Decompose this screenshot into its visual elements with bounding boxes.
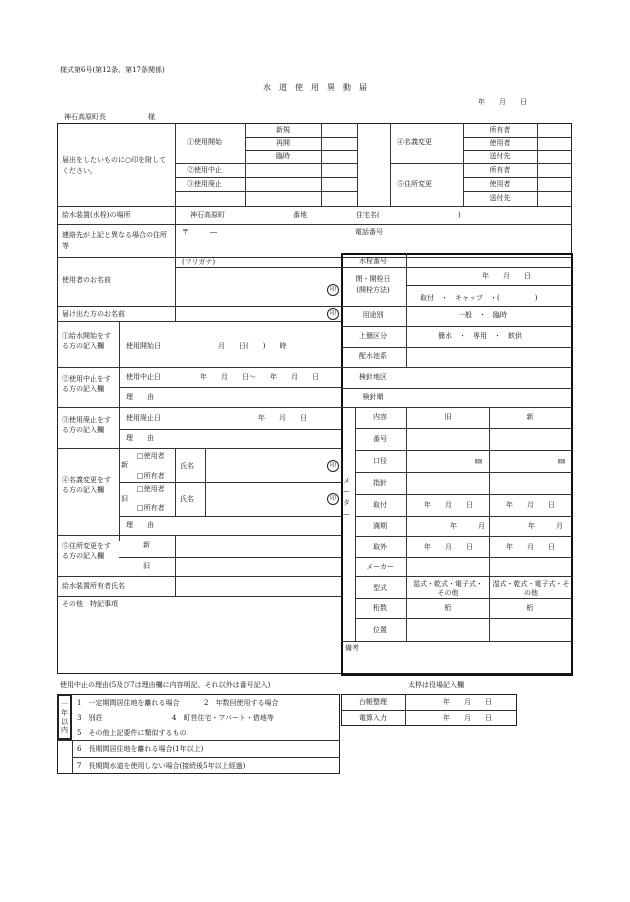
open-method-options: 取付 ・ キャップ ・( ) — [420, 294, 538, 302]
seal-mark: 印 — [327, 460, 339, 472]
meter-new-label: 新 — [526, 413, 534, 421]
removal-date-new: 年 月 日 — [506, 543, 555, 551]
attach-label: 取付 — [373, 501, 387, 509]
ledger-label: 台帳整理 — [359, 698, 387, 706]
sec3-reason: 理 由 — [126, 434, 154, 442]
e-input-date: 年 月 日 — [443, 714, 492, 722]
other-notes-label: その他 特記事項 — [62, 600, 118, 608]
open-close-date: 年 月 日 — [482, 272, 531, 280]
sec4-name-label-old: 氏名 — [180, 495, 194, 503]
faucet-number-label: 水栓番号 — [359, 257, 387, 265]
sec1-value: 月 日( ) 時 — [218, 342, 287, 350]
form-title: 水 道 使 用 異 動 届 — [263, 83, 367, 92]
within-year-label: 一年以内 — [61, 700, 68, 735]
sec4-user-checkbox[interactable]: □使用者 — [137, 452, 165, 460]
removal-label: 取外 — [373, 543, 387, 551]
reading-order-label: 検針順 — [362, 393, 384, 401]
user-name-label: 使用者のお名前 — [62, 276, 111, 284]
reason-4: 4 町営住宅・アパート・借地等 — [172, 714, 274, 722]
contact-label: 連絡先が上記と異なる場合の住所等 — [62, 231, 167, 250]
usage-options: 一般 ・ 臨時 — [458, 311, 507, 319]
remarks-label: 備考 — [345, 644, 359, 652]
owner-name-label: 給水装置所有者氏名 — [62, 582, 125, 590]
model-label: 型式 — [373, 584, 387, 592]
sec1-label: ①給水開始をする方の記入欄 — [62, 332, 111, 351]
expiry-date-new: 年 月 — [528, 522, 563, 530]
recipient-option[interactable]: 送付先 — [489, 152, 511, 160]
addressee-honorific: 様 — [148, 113, 155, 121]
sec4-new: 新 — [121, 461, 128, 469]
sec4-reason: 理 由 — [126, 521, 154, 529]
sec3-value: 年 月 日 — [258, 414, 307, 422]
use-stop-option[interactable]: ②使用中止 — [187, 166, 222, 174]
sec1-field: 使用開始日 — [126, 342, 161, 350]
seal-mark: 印 — [327, 308, 339, 320]
ledger-date: 年 月 日 — [443, 698, 492, 706]
water-source-options: 簡水 ・ 専用 ・ 飲供 — [438, 332, 522, 340]
reason-2: 2 年数回使用する場合 — [204, 699, 279, 707]
postal-code: 〒 ― — [182, 228, 217, 236]
e-input-label: 電算入力 — [359, 714, 387, 722]
attach-date-new: 年 月 日 — [506, 501, 555, 509]
reason-5: 5 その他上記要件に類似するもの — [77, 729, 187, 737]
instruction-text: 届出をしたいものに○印を附してください。 — [62, 156, 167, 175]
sec5-label: ⑤住所変更をする方の記入欄 — [62, 542, 111, 561]
caliber-label: 口径 — [373, 457, 387, 465]
sec4-label: ④名義変更をする方の記入欄 — [62, 476, 111, 495]
sec4-user-checkbox-old[interactable]: □使用者 — [137, 485, 165, 493]
seal-mark: 印 — [327, 493, 339, 505]
open-close-date-label: 閉・開栓日 — [355, 275, 391, 283]
model-options-old: 湿式・乾式・電子式・その他 — [413, 580, 483, 598]
phone-label: 電話番号 — [355, 228, 383, 236]
resume-option[interactable]: 再開 — [276, 139, 290, 147]
model-options-new: 湿式・乾式・電子式・その他 — [492, 580, 570, 598]
caliber-unit-old: ㎜ — [475, 457, 482, 465]
sec2-value: 年 月 日～ 年 月 日 — [200, 373, 319, 381]
reason-3: 3 別荘 — [77, 714, 103, 722]
digits-unit-old: 桁 — [444, 604, 452, 612]
recipient-option-2[interactable]: 送付先 — [489, 194, 511, 202]
office-note: 太枠は役場記入欄 — [408, 681, 464, 689]
open-method-label: (開栓方法) — [356, 286, 390, 294]
temporary-option[interactable]: 臨時 — [276, 152, 290, 160]
meter-old-label: 旧 — [444, 413, 452, 421]
user-option[interactable]: 使用者 — [489, 139, 511, 147]
owner-option-2[interactable]: 所有者 — [489, 166, 511, 174]
header-date: 年 月 日 — [478, 98, 527, 106]
sec4-name-label: 氏名 — [180, 462, 194, 470]
sec2-label: ②使用中止をする方の記入欄 — [62, 375, 111, 394]
stop-reason-title: 使用中止の理由(5及び7は理由欄に内容明記、それ以外は番号記入) — [60, 681, 271, 689]
location-close: ) — [458, 211, 461, 219]
user-option-2[interactable]: 使用者 — [489, 180, 511, 188]
digits-unit-new: 桁 — [526, 604, 534, 612]
reservoir-label: 配水池系 — [359, 352, 387, 360]
usage-label: 用途別 — [362, 311, 384, 319]
expiry-date-old: 年 月 — [450, 522, 485, 530]
sec4-owner-checkbox-old[interactable]: □所有者 — [137, 504, 165, 512]
removal-date-old: 年 月 日 — [424, 543, 473, 551]
sec4-old: 旧 — [121, 495, 128, 503]
sec5-old: 旧 — [143, 562, 150, 570]
seal-mark: 印 — [327, 284, 339, 296]
position-label: 位置 — [373, 626, 387, 634]
sec3-label: ③使用廃止をする方の記入欄 — [62, 416, 111, 435]
meter-number-label: 番号 — [373, 435, 387, 443]
new-option[interactable]: 新規 — [276, 126, 290, 134]
addressee: 神石高原町長 — [64, 113, 106, 121]
location-town: 神石高原町 — [190, 211, 225, 219]
location-label: 給水装置(水栓)の場所 — [62, 211, 131, 219]
sec4-owner-checkbox[interactable]: □所有者 — [137, 472, 165, 480]
use-abolish-option[interactable]: ③使用廃止 — [187, 180, 222, 188]
expiry-label: 満期 — [373, 522, 387, 530]
maker-label: メーカー — [366, 563, 394, 571]
indicator-label: 指針 — [373, 479, 387, 487]
caliber-unit-new: ㎜ — [558, 457, 565, 465]
form-number: 様式第6号(第12条、第17条関係) — [60, 66, 165, 74]
meter-content-label: 内容 — [373, 413, 387, 421]
address-change-option[interactable]: ⑤住所変更 — [397, 180, 432, 188]
furigana-label: (フリガナ) — [182, 258, 216, 266]
owner-option[interactable]: 所有者 — [489, 126, 511, 134]
name-change-option[interactable]: ④名義変更 — [397, 138, 432, 146]
attach-date-old: 年 月 日 — [424, 501, 473, 509]
use-start-option[interactable]: ①使用開始 — [187, 138, 222, 146]
location-banchi: 番地 — [293, 211, 307, 219]
applicant-name-label: 届け出た方のお名前 — [62, 310, 125, 318]
location-house: 住宅名( — [356, 211, 380, 219]
sec3-field: 使用廃止日 — [126, 414, 161, 422]
sec2-reason: 理 由 — [126, 393, 154, 401]
sec2-field: 使用中止日 — [126, 373, 161, 381]
reading-area-label: 検針地区 — [359, 373, 387, 381]
meter-label: メーター — [343, 477, 350, 519]
sec5-new: 新 — [143, 541, 150, 549]
digits-label: 桁数 — [373, 604, 387, 612]
reason-7: 7 長期間水道を使用しない場合(接続後5年以上経過) — [77, 762, 246, 770]
water-source-label: 上簡区分 — [359, 332, 387, 340]
reason-1: 1 一定期間居住地を離れる場合 — [77, 699, 180, 707]
reason-6: 6 長期間居住地を離れる場合(1年以上) — [77, 745, 204, 753]
